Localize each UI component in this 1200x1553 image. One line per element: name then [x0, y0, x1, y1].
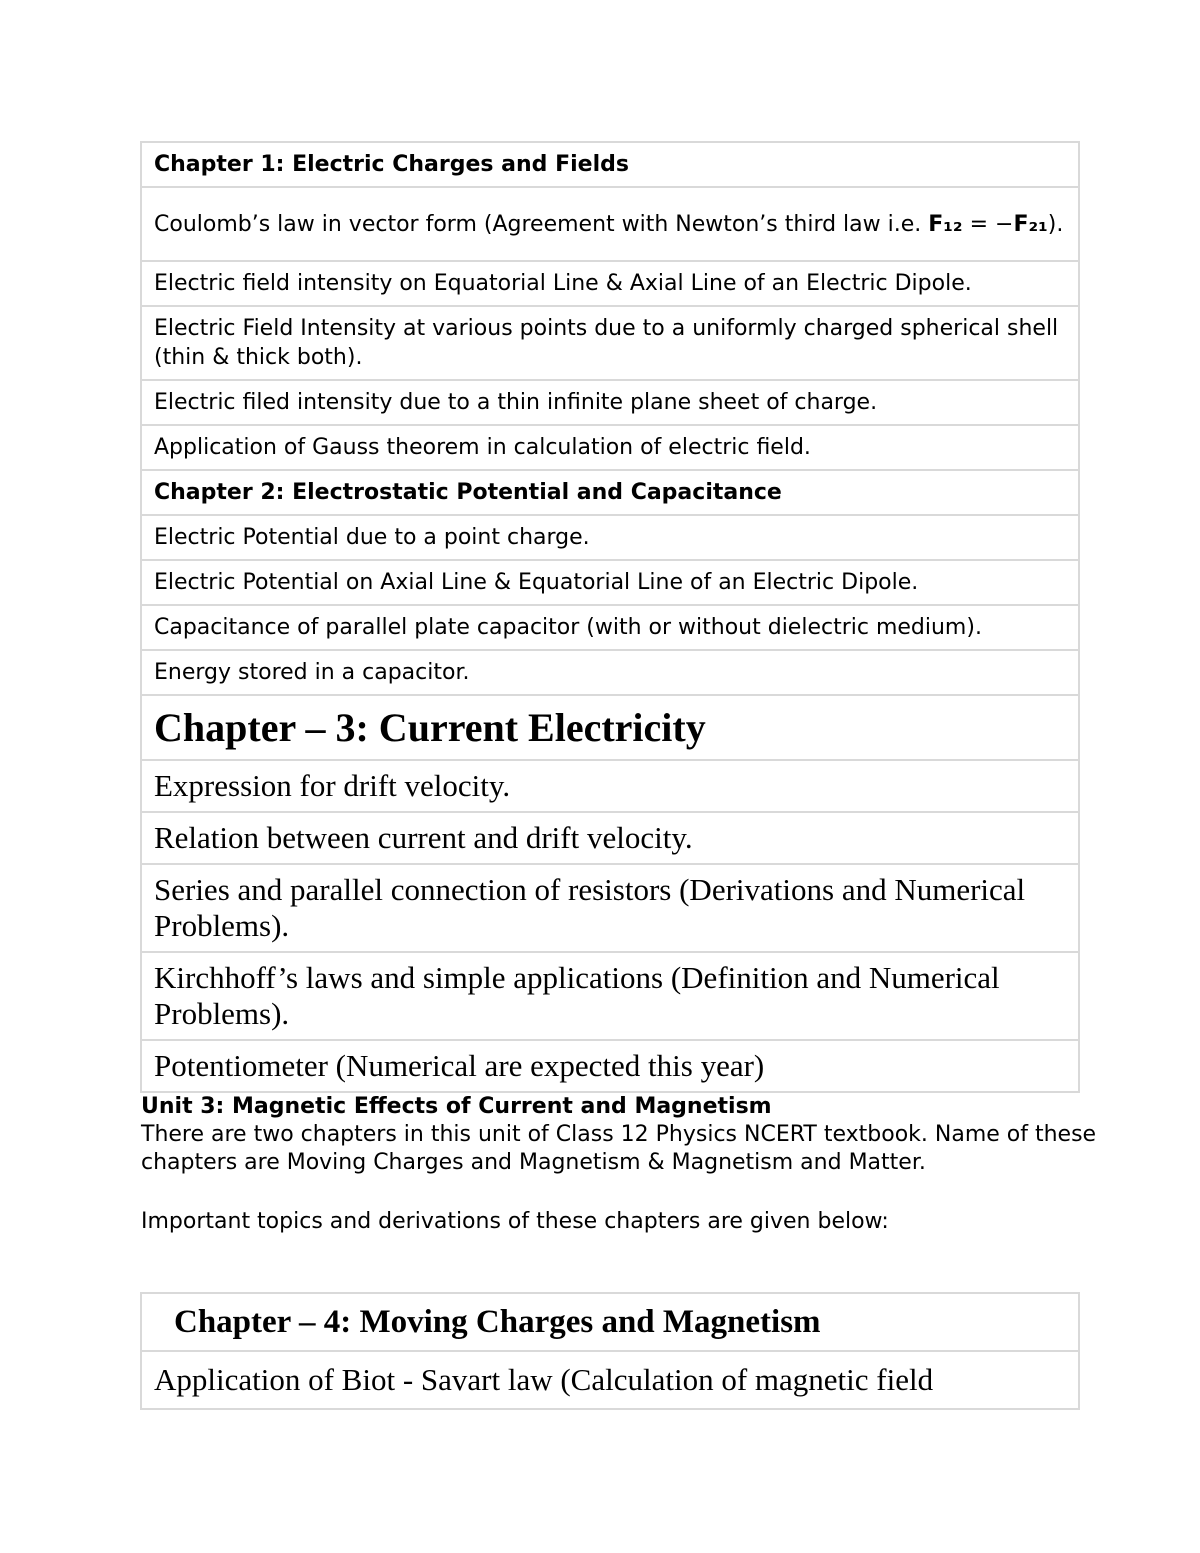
- unit-3-intro: There are two chapters in this unit of Class 12 Physics NCERT textbook. Name of these chapters are Moving Charges and Magnetism & Magnetism and Matter.: [141, 1122, 1097, 1175]
- topic-capacitor-energy: Energy stored in a capacitor.: [141, 650, 1079, 695]
- force-f12: F₁₂: [928, 211, 963, 237]
- topic-dipole-field: Electric field intensity on Equatorial Line & Axial Line of an Electric Dipole.: [141, 261, 1079, 306]
- topic-spherical-shell: Electric Field Intensity at various points due to a uniformly charged spherical shell (thin & thick both).: [141, 306, 1079, 380]
- topic-plane-sheet: Electric filed intensity due to a thin infinite plane sheet of charge.: [141, 380, 1079, 425]
- topic-kirchhoff: Kirchhoff’s laws and simple applications (Definition and Numerical Problems).: [141, 952, 1079, 1040]
- chapter-2-heading: Chapter 2: Electrostatic Potential and Capacitance: [141, 470, 1079, 515]
- topic-parallel-plate: Capacitance of parallel plate capacitor (with or without dielectric medium).: [141, 605, 1079, 650]
- topic-drift-velocity: Expression for drift velocity.: [141, 760, 1079, 812]
- chapter-1-heading: Chapter 1: Electric Charges and Fields: [141, 142, 1079, 187]
- topic-gauss-theorem: Application of Gauss theorem in calculation of electric field.: [141, 425, 1079, 470]
- topic-potentiometer: Potentiometer (Numerical are expected this year): [141, 1040, 1079, 1092]
- topic-current-drift: Relation between current and drift velocity.: [141, 812, 1079, 864]
- chapter-4-heading-text: Chapter – 4: Moving Charges and Magnetism: [174, 1304, 821, 1340]
- topic-dipole-potential: Electric Potential on Axial Line & Equatorial Line of an Electric Dipole.: [141, 560, 1079, 605]
- chapter-3-section: [141, 695, 1079, 1092]
- chapter-1-section: [141, 142, 1079, 470]
- topic-resistors: Series and parallel connection of resistors (Derivations and Numerical Problems).: [141, 864, 1079, 952]
- chapter-4-heading: [141, 1293, 1079, 1351]
- topic-biot-savart: Application of Biot - Savart law (Calculation of magnetic field: [141, 1351, 1079, 1409]
- topic-coulomb-law: [141, 187, 1079, 261]
- chapter-3-heading: Chapter – 3: Current Electricity: [141, 695, 1079, 760]
- chapter-2-section: [141, 470, 1079, 695]
- topic-point-charge-potential: Electric Potential due to a point charge.: [141, 515, 1079, 560]
- equals-minus: = −: [962, 211, 1014, 237]
- unit-3-block: [141, 1093, 1101, 1236]
- chapter-4-section: [141, 1293, 1079, 1409]
- syllabus-table-2: [140, 1292, 1080, 1410]
- unit-3-note: Important topics and derivations of these chapters are given below:: [141, 1209, 889, 1234]
- topic-coulomb-text: Coulomb’s law in vector form (Agreement with Newton’s third law i.e.: [154, 211, 929, 237]
- syllabus-table-1: [140, 141, 1080, 1093]
- unit-3-title: Unit 3: Magnetic Effects of Current and Magnetism: [141, 1094, 772, 1119]
- force-f21: F₂₁: [1013, 211, 1048, 237]
- formula-tail: ).: [1047, 211, 1064, 237]
